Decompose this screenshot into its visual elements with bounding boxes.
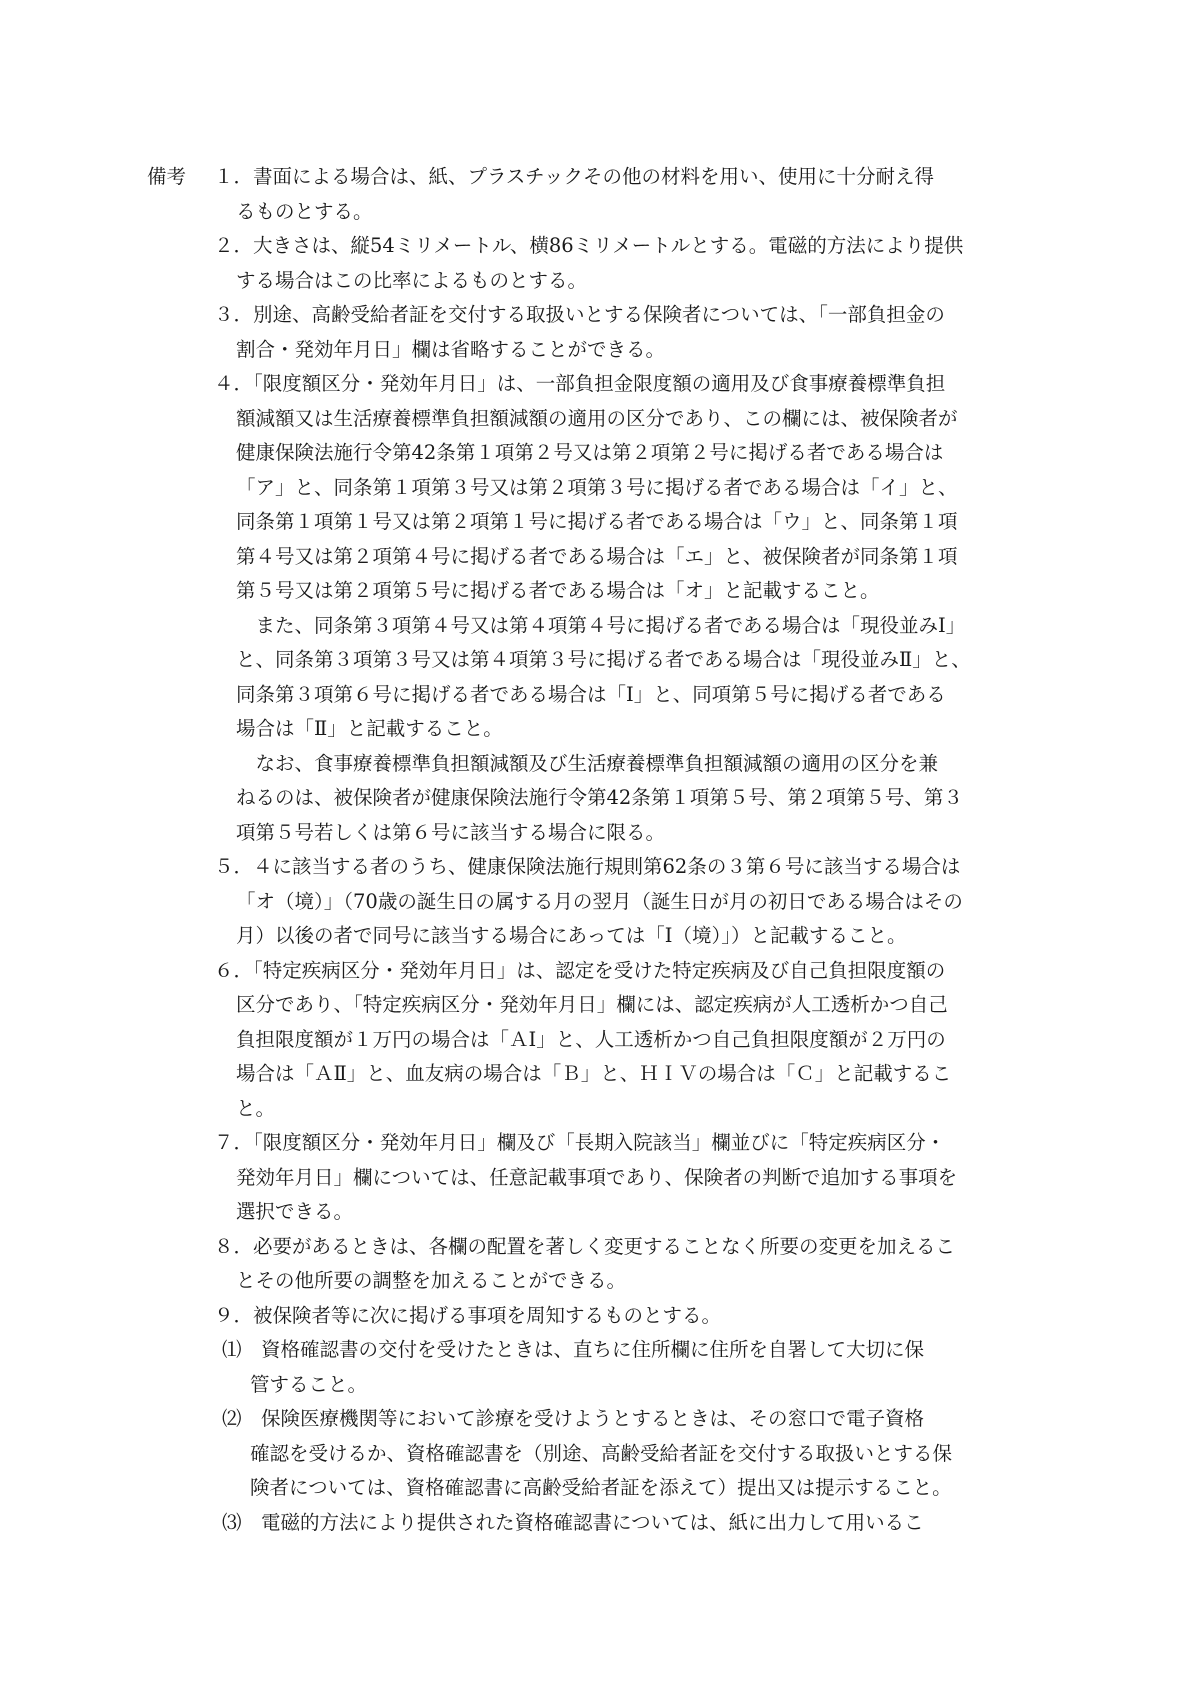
note-line: ９．被保険者等に次に掲げる事項を周知するものとする。 bbox=[214, 1303, 722, 1327]
note-line: 「ア」と、同条第１項第３号又は第２項第３号に掲げる者である場合は「イ」と、 bbox=[236, 475, 958, 499]
note-line: ７．「限度額区分・発効年月日」欄及び「長期入院該当」欄並びに「特定疾病区分・ bbox=[214, 1131, 946, 1154]
remarks-label: 備考 bbox=[147, 165, 187, 188]
note-line: 第４号又は第２項第４号に掲げる者である場合は「エ」と、被保険者が同条第１項 bbox=[236, 544, 958, 568]
note-line: ３．別途、高齢受給者証を交付する取扱いとする保険者については、「一部負担金の bbox=[214, 303, 945, 326]
note-line: 発効年月日」欄については、任意記載事項であり、保険者の判断で追加する事項を bbox=[236, 1165, 958, 1189]
note-line: 場合は「ＡⅡ」と、血友病の場合は「Ｂ」と、ＨＩＶの場合は「Ｃ」と記載するこ bbox=[236, 1062, 952, 1085]
note-line: 同条第３項第６号に掲げる者である場合は「Ⅰ」と、同項第５号に掲げる者である bbox=[236, 682, 946, 706]
remarks-notes bbox=[214, 160, 1020, 1540]
note-line: 場合は「Ⅱ」と記載すること。 bbox=[236, 717, 503, 740]
note-line: 割合・発効年月日」欄は省略することができる。 bbox=[236, 337, 666, 361]
note-line: と。 bbox=[236, 1096, 276, 1120]
note-line: ６．「特定疾病区分・発効年月日」は、認定を受けた特定疾病及び自己負担限度額の bbox=[214, 958, 946, 982]
note-line: 第５号又は第２項第５号に掲げる者である場合は「オ」と記載すること。 bbox=[236, 579, 880, 602]
note-line: ⑴ 資格確認書の交付を受けたときは、直ちに住所欄に住所を自署して大切に保 bbox=[222, 1338, 925, 1361]
note-line: 「オ（境）」（70歳の誕生日の属する月の翌月（誕生日が月の初日である場合はその bbox=[236, 889, 963, 913]
note-line: 選択できる。 bbox=[236, 1200, 354, 1223]
note-line: ８．必要があるときは、各欄の配置を著しく変更することなく所要の変更を加えるこ bbox=[214, 1234, 956, 1258]
note-line: ５．４に該当する者のうち、健康保険法施行規則第62条の３第６号に該当する場合は bbox=[214, 855, 961, 878]
note-line: する場合はこの比率によるものとする。 bbox=[236, 268, 588, 292]
note-line: るものとする。 bbox=[236, 199, 373, 223]
note-line: また、同条第３項第４号又は第４項第４号に掲げる者である場合は「現役並みⅠ」 bbox=[236, 613, 966, 637]
note-line: 負担限度額が１万円の場合は「ＡⅠ」と、人工透析かつ自己負担限度額が２万円の bbox=[236, 1027, 946, 1051]
note-line: １．書面による場合は、紙、プラスチックその他の材料を用い、使用に十分耐え得 bbox=[214, 165, 934, 188]
note-line: ⑶ 電磁的方法により提供された資格確認書については、紙に出力して用いるこ bbox=[222, 1510, 924, 1534]
note-line: 額減額又は生活療養標準負担額減額の適用の区分であり、この欄には、被保険者が bbox=[236, 406, 958, 430]
note-line: ⑵ 保険医療機関等において診療を受けようとするときは、その窓口で電子資格 bbox=[222, 1407, 925, 1430]
note-line: と、同条第３項第３号又は第４項第３号に掲げる者である場合は「現役並みⅡ」と、 bbox=[236, 648, 971, 671]
note-line: ねるのは、被保険者が健康保険法施行令第42条第１項第５号、第２項第５号、第３ bbox=[236, 786, 963, 809]
note-line: とその他所要の調整を加えることができる。 bbox=[236, 1269, 627, 1292]
note-line: 管すること。 bbox=[250, 1372, 368, 1396]
note-line: 月）以後の者で同号に該当する場合にあっては「Ⅰ（境）」）と記載すること。 bbox=[236, 924, 907, 947]
note-line: 同条第１項第１号又は第２項第１号に掲げる者である場合は「ウ」と、同条第１項 bbox=[236, 510, 958, 533]
note-line: ４．「限度額区分・発効年月日」は、一部負担金限度額の適用及び食事療養標準負担 bbox=[214, 372, 946, 395]
note-line: 確認を受けるか、資格確認書を（別途、高齢受給者証を交付する取扱いとする保 bbox=[250, 1441, 953, 1465]
note-line: 険者については、資格確認書に高齢受給者証を添えて）提出又は提示すること。 bbox=[250, 1476, 952, 1499]
note-line: 健康保険法施行令第42条第１項第２号又は第２項第２号に掲げる者である場合は bbox=[236, 441, 944, 464]
note-line: 区分であり、「特定疾病区分・発効年月日」欄には、認定疾病が人工透析かつ自己 bbox=[236, 993, 948, 1016]
note-line: なお、食事療養標準負担額減額及び生活療養標準負担額減額の適用の区分を兼 bbox=[236, 751, 939, 775]
note-line: ２．大きさは、縦54ミリメートル、横86ミリメートルとする。電磁的方法により提供 bbox=[214, 234, 964, 257]
note-line: 項第５号若しくは第６号に該当する場合に限る。 bbox=[236, 820, 666, 844]
